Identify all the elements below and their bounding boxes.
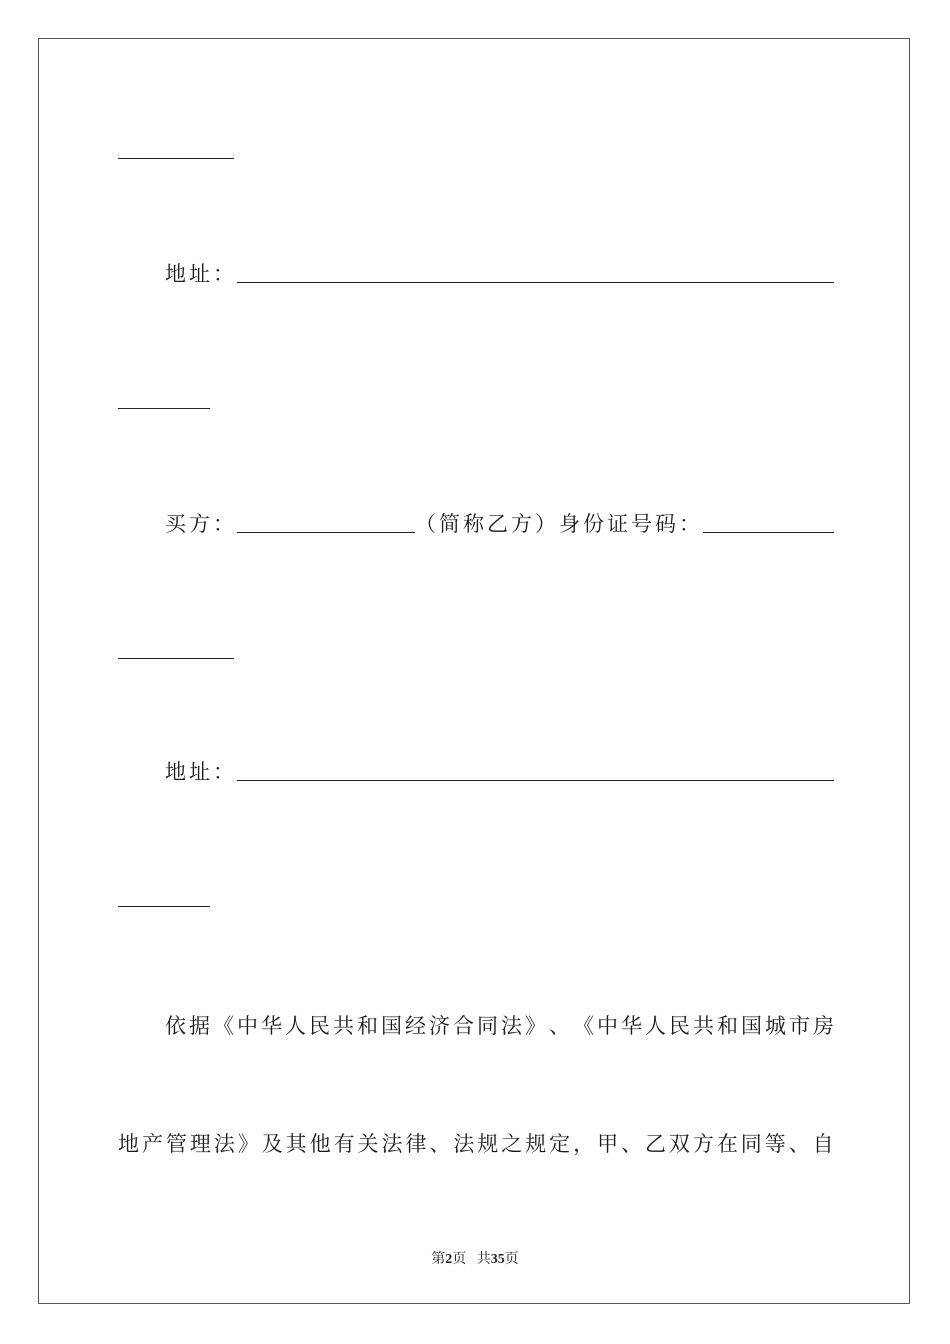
paragraph-line-2-text-char: 在 bbox=[716, 1132, 738, 1156]
paragraph-line-2-text-char: 、 bbox=[429, 1132, 451, 1156]
seller-address-blank[interactable] bbox=[237, 282, 834, 283]
paragraph-line-1-text-char: 华 bbox=[261, 1014, 282, 1038]
paragraph-line-2-text-char: 双 bbox=[668, 1132, 690, 1156]
paragraph-line-1-text-char: 依 bbox=[165, 1014, 186, 1038]
seller-address-blank-continuation[interactable] bbox=[118, 408, 210, 409]
paragraph-line-1-text-char: 》 bbox=[525, 1014, 546, 1038]
paragraph-line-2-text-char: 同 bbox=[740, 1132, 762, 1156]
seller-address-label: 地址： bbox=[165, 262, 237, 286]
paragraph-line-1-text-char: 《 bbox=[573, 1014, 594, 1038]
paragraph-line-1-text-char: 中 bbox=[237, 1014, 258, 1038]
paragraph-line-2-text bbox=[118, 1128, 834, 1160]
paragraph-line-1-text-char: 《 bbox=[213, 1014, 234, 1038]
paragraph-line-2-text-char: 律 bbox=[405, 1132, 427, 1156]
buyer-label: 买方： bbox=[165, 512, 237, 536]
seller-id-blank-continuation bbox=[118, 158, 234, 159]
paragraph-line-2-text-char: 及 bbox=[261, 1132, 283, 1156]
paragraph-line-2-text-char: 地 bbox=[118, 1132, 139, 1156]
paragraph-line-2-text-char: 法 bbox=[213, 1132, 235, 1156]
paragraph-line-1-text-char: 济 bbox=[429, 1014, 450, 1038]
paragraph-line-2-text-char: 他 bbox=[309, 1132, 331, 1156]
buyer-abbrev: （简称乙方） bbox=[415, 512, 559, 536]
paragraph-line-1-text-char: 房 bbox=[813, 1014, 834, 1038]
paragraph-line-1-text-char: 民 bbox=[309, 1014, 330, 1038]
paragraph-line-2-text-char: 乙 bbox=[644, 1132, 666, 1156]
paragraph-line-1-text-char: 据 bbox=[189, 1014, 210, 1038]
paragraph-line-1-text-char: 民 bbox=[669, 1014, 690, 1038]
buyer-address-blank-continuation[interactable] bbox=[118, 906, 210, 907]
buyer-address-blank[interactable] bbox=[237, 780, 834, 781]
footer-total-prefix: 共 bbox=[476, 1252, 491, 1267]
paragraph-line-1-text-char: 人 bbox=[285, 1014, 306, 1038]
paragraph-line-1-text-char: 市 bbox=[789, 1014, 810, 1038]
paragraph-line-1-text-char: 经 bbox=[405, 1014, 426, 1038]
paragraph-line-2-text-char: 方 bbox=[692, 1132, 714, 1156]
paragraph-line-2-text-char: 甲 bbox=[597, 1132, 619, 1156]
footer-page-suffix: 页 bbox=[452, 1252, 467, 1267]
paragraph-line-2-text-char: 有 bbox=[333, 1132, 355, 1156]
paragraph-line-2-text-char: 》 bbox=[237, 1132, 259, 1156]
paragraph-line-1-text-char: 华 bbox=[621, 1014, 642, 1038]
footer-page-number: 2 bbox=[445, 1252, 453, 1267]
buyer-line bbox=[165, 508, 834, 540]
paragraph-line-2-text-char: ， bbox=[573, 1132, 595, 1156]
paragraph-line-1-text-char: 城 bbox=[765, 1014, 786, 1038]
paragraph-line-2-text-char: 管 bbox=[165, 1132, 187, 1156]
buyer-name-blank[interactable] bbox=[237, 532, 415, 533]
paragraph-line-2-text-char: 规 bbox=[525, 1132, 547, 1156]
paragraph-line-2-text-char: 定 bbox=[549, 1132, 571, 1156]
buyer-address-line bbox=[165, 756, 834, 788]
paragraph-line-1-text-char: 、 bbox=[549, 1014, 570, 1038]
buyer-id-blank[interactable] bbox=[703, 532, 834, 533]
paragraph-line-2-text-char: 法 bbox=[381, 1132, 403, 1156]
paragraph-line-2-text-char: 规 bbox=[477, 1132, 499, 1156]
paragraph-line-2-text-char: 其 bbox=[285, 1132, 307, 1156]
paragraph-line-1-text-char: 和 bbox=[357, 1014, 378, 1038]
paragraph-line-1-text bbox=[165, 1010, 834, 1042]
buyer-id-label: 身份证号码： bbox=[559, 512, 703, 536]
footer-total-suffix: 页 bbox=[504, 1252, 519, 1267]
paragraph-line-1 bbox=[165, 1010, 834, 1042]
paragraph-line-1-text-char: 法 bbox=[501, 1014, 522, 1038]
paragraph-line-2 bbox=[118, 1128, 834, 1160]
paragraph-line-2-text-char: 、 bbox=[788, 1132, 810, 1156]
paragraph-line-2-text-char: 关 bbox=[357, 1132, 379, 1156]
paragraph-line-1-text-char: 人 bbox=[645, 1014, 666, 1038]
paragraph-line-2-text-char: 产 bbox=[141, 1132, 163, 1156]
paragraph-line-2-text-char: 理 bbox=[189, 1132, 211, 1156]
seller-address-line bbox=[165, 258, 834, 290]
paragraph-line-2-text-char: 之 bbox=[501, 1132, 523, 1156]
page-border bbox=[38, 38, 910, 1304]
paragraph-line-1-text-char: 共 bbox=[693, 1014, 714, 1038]
footer-prefix: 第 bbox=[431, 1252, 446, 1267]
paragraph-line-1-text-char: 中 bbox=[597, 1014, 618, 1038]
buyer-id-blank-continuation[interactable] bbox=[118, 658, 234, 659]
paragraph-line-1-text-char: 和 bbox=[717, 1014, 738, 1038]
paragraph-line-1-text-char: 合 bbox=[453, 1014, 474, 1038]
paragraph-line-1-text-char: 同 bbox=[477, 1014, 498, 1038]
buyer-address-label: 地址： bbox=[165, 760, 237, 784]
paragraph-line-1-text-char: 国 bbox=[741, 1014, 762, 1038]
footer-total-pages: 35 bbox=[490, 1252, 505, 1267]
paragraph-line-1-text-char: 国 bbox=[381, 1014, 402, 1038]
paragraph-line-2-text-char: 自 bbox=[812, 1132, 834, 1156]
paragraph-line-2-text-char: 法 bbox=[453, 1132, 475, 1156]
paragraph-line-2-text-char: 等 bbox=[764, 1132, 786, 1156]
paragraph-line-1-text-char: 共 bbox=[333, 1014, 354, 1038]
page-footer bbox=[0, 1248, 950, 1268]
paragraph-line-2-text-char: 、 bbox=[621, 1132, 643, 1156]
